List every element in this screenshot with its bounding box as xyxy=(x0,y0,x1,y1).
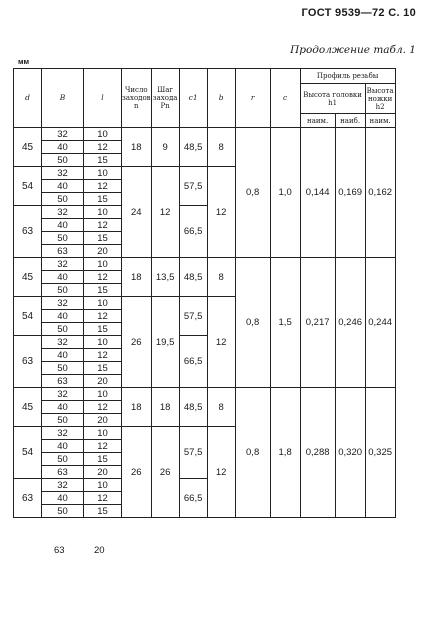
cell-Pn: 18 xyxy=(151,388,179,427)
cell-B: 50 xyxy=(42,323,84,336)
table-continuation-caption: Продолжение табл. 1 xyxy=(290,44,416,56)
cell-b: 8 xyxy=(207,128,235,167)
cell-l: 20 xyxy=(84,466,122,479)
cell-c: 1,8 xyxy=(270,388,300,518)
page-header: ГОСТ 9539—72 С. 10 xyxy=(301,7,416,19)
cell-d: 45 xyxy=(14,258,42,297)
header-c: c xyxy=(270,69,300,128)
cell-l: 15 xyxy=(84,232,122,245)
cell-d: 63 xyxy=(14,479,42,518)
cell-h2: 0,325 xyxy=(365,388,395,518)
cell-Pn: 12 xyxy=(151,167,179,258)
cell-h2: 0,244 xyxy=(365,258,395,388)
header-h2-min: наим. xyxy=(365,114,395,128)
table-row xyxy=(14,128,396,141)
cell-l: 15 xyxy=(84,453,122,466)
cell-h1min: 0,144 xyxy=(300,128,335,258)
cell-B: 50 xyxy=(42,362,84,375)
cell-B: 40 xyxy=(42,219,84,232)
cell-c1: 66,5 xyxy=(179,206,207,258)
cell-n: 18 xyxy=(122,128,152,167)
cell-B: 63 xyxy=(42,245,84,258)
cell-r: 0,8 xyxy=(235,128,270,258)
cell-B: 40 xyxy=(42,310,84,323)
cell-n: 26 xyxy=(122,297,152,388)
cell-l: 10 xyxy=(84,297,122,310)
cell-B: 50 xyxy=(42,193,84,206)
cell-h2: 0,162 xyxy=(365,128,395,258)
cell-l: 20 xyxy=(84,375,122,388)
header-d: d xyxy=(14,69,42,128)
cell-l: 15 xyxy=(84,193,122,206)
cell-b: 8 xyxy=(207,388,235,427)
cell-l: 20 xyxy=(84,245,122,258)
cell-l: 15 xyxy=(84,505,122,518)
cell-l: 10 xyxy=(84,336,122,349)
cell-l: 10 xyxy=(84,388,122,401)
header-B: B xyxy=(42,69,84,128)
cell-n: 18 xyxy=(122,258,152,297)
header-c1: c1 xyxy=(179,69,207,128)
header-thread-profile: Профиль резьбы xyxy=(300,69,395,84)
cell-d: 54 xyxy=(14,427,42,479)
cell-B: 40 xyxy=(42,349,84,362)
header-number-of-starts: Число заходов n xyxy=(122,69,152,128)
tail-B-value: 63 xyxy=(54,545,65,556)
cell-B: 32 xyxy=(42,167,84,180)
header-addendum-height: Высота головки h1 xyxy=(300,84,365,114)
cell-c1: 57,5 xyxy=(179,167,207,206)
cell-h1max: 0,246 xyxy=(335,258,365,388)
cell-l: 10 xyxy=(84,258,122,271)
cell-Pn: 19,5 xyxy=(151,297,179,388)
cell-l: 12 xyxy=(84,310,122,323)
cell-B: 32 xyxy=(42,427,84,440)
cell-B: 40 xyxy=(42,492,84,505)
cell-n: 24 xyxy=(122,167,152,258)
cell-d: 63 xyxy=(14,206,42,258)
cell-l: 15 xyxy=(84,362,122,375)
cell-c1: 66,5 xyxy=(179,336,207,388)
cell-d: 45 xyxy=(14,128,42,167)
cell-Pn: 13,5 xyxy=(151,258,179,297)
cell-h1max: 0,169 xyxy=(335,128,365,258)
cell-l: 10 xyxy=(84,479,122,492)
table-row xyxy=(14,258,396,271)
cell-c: 1,0 xyxy=(270,128,300,258)
header-lead-pitch: Шаг захода Pn xyxy=(151,69,179,128)
cell-c: 1,5 xyxy=(270,258,300,388)
cell-c1: 57,5 xyxy=(179,297,207,336)
table-body xyxy=(14,128,396,518)
header-l: l xyxy=(84,69,122,128)
cell-h1max: 0,320 xyxy=(335,388,365,518)
unit-label: мм xyxy=(18,57,30,66)
cell-l: 12 xyxy=(84,492,122,505)
cell-l: 12 xyxy=(84,141,122,154)
cell-B: 32 xyxy=(42,479,84,492)
header-r: r xyxy=(235,69,270,128)
cell-l: 10 xyxy=(84,167,122,180)
cell-l: 12 xyxy=(84,180,122,193)
cell-Pn: 9 xyxy=(151,128,179,167)
cell-B: 32 xyxy=(42,206,84,219)
cell-l: 12 xyxy=(84,440,122,453)
tail-l-value: 20 xyxy=(94,545,105,556)
cell-B: 32 xyxy=(42,336,84,349)
cell-r: 0,8 xyxy=(235,388,270,518)
cell-b: 12 xyxy=(207,167,235,258)
header-b: b xyxy=(207,69,235,128)
cell-b: 12 xyxy=(207,297,235,388)
cell-l: 10 xyxy=(84,128,122,141)
cell-B: 40 xyxy=(42,180,84,193)
cell-B: 40 xyxy=(42,401,84,414)
cell-c1: 48,5 xyxy=(179,258,207,297)
cell-b: 8 xyxy=(207,258,235,297)
cell-d: 45 xyxy=(14,388,42,427)
cell-b: 12 xyxy=(207,427,235,518)
cell-l: 12 xyxy=(84,219,122,232)
cell-h1min: 0,288 xyxy=(300,388,335,518)
header-dedendum-height: Высота ножки h2 xyxy=(365,84,395,114)
table-row xyxy=(14,388,396,401)
cell-B: 40 xyxy=(42,141,84,154)
cell-B: 32 xyxy=(42,388,84,401)
cell-l: 15 xyxy=(84,284,122,297)
cell-B: 50 xyxy=(42,232,84,245)
cell-B: 40 xyxy=(42,271,84,284)
cell-l: 10 xyxy=(84,206,122,219)
cell-d: 63 xyxy=(14,336,42,388)
cell-l: 15 xyxy=(84,323,122,336)
cell-l: 15 xyxy=(84,154,122,167)
cell-B: 63 xyxy=(42,466,84,479)
cell-B: 32 xyxy=(42,258,84,271)
cell-c1: 48,5 xyxy=(179,128,207,167)
cell-B: 32 xyxy=(42,128,84,141)
cell-B: 40 xyxy=(42,440,84,453)
header-h1-max: наиб. xyxy=(335,114,365,128)
cell-l: 20 xyxy=(84,414,122,427)
cell-l: 10 xyxy=(84,427,122,440)
cell-l: 12 xyxy=(84,401,122,414)
cell-B: 50 xyxy=(42,154,84,167)
cell-c1: 57,5 xyxy=(179,427,207,479)
cell-r: 0,8 xyxy=(235,258,270,388)
cell-h1min: 0,217 xyxy=(300,258,335,388)
cell-Pn: 26 xyxy=(151,427,179,518)
cell-n: 18 xyxy=(122,388,152,427)
cell-B: 50 xyxy=(42,505,84,518)
cell-B: 63 xyxy=(42,375,84,388)
cell-B: 50 xyxy=(42,453,84,466)
cell-l: 12 xyxy=(84,349,122,362)
cell-B: 32 xyxy=(42,297,84,310)
cell-c1: 48,5 xyxy=(179,388,207,427)
cell-n: 26 xyxy=(122,427,152,518)
cell-c1: 66,5 xyxy=(179,479,207,518)
cell-d: 54 xyxy=(14,167,42,206)
thread-parameters-table xyxy=(13,68,396,518)
cell-d: 54 xyxy=(14,297,42,336)
cell-B: 50 xyxy=(42,414,84,427)
header-h1-min: наим. xyxy=(300,114,335,128)
cell-B: 50 xyxy=(42,284,84,297)
cell-l: 12 xyxy=(84,271,122,284)
